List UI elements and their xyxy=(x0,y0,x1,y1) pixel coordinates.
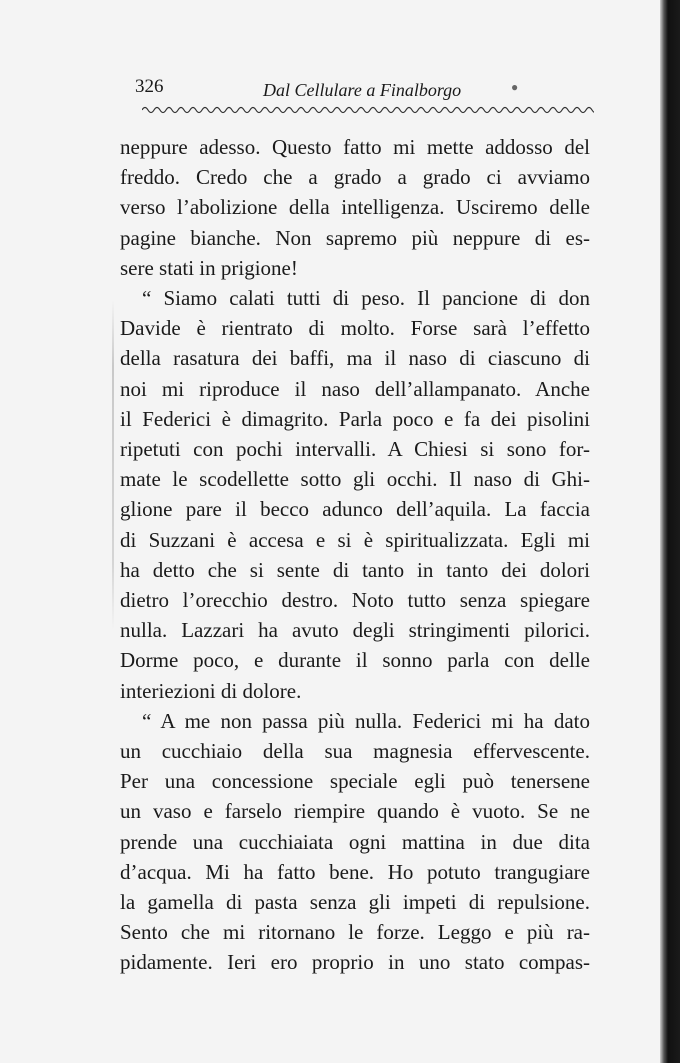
text-line: noi mi riproduce il naso dell’allampanato. Anche xyxy=(120,376,590,401)
margin-pencil-mark xyxy=(112,300,114,630)
text-line: Per una concessione speciale egli può tenersene xyxy=(120,769,590,794)
text-line: ripetuti con pochi intervalli. A Chiesi si sono for- xyxy=(120,437,590,462)
running-title: Dal Cellulare a Finalborgo xyxy=(263,80,462,100)
wavy-rule xyxy=(142,104,594,116)
text-line: il Federici è dimagrito. Parla poco e fa dei pisolini xyxy=(120,406,590,431)
text-line: di Suzzani è accesa e si è spiritualizzata. Egli mi xyxy=(120,527,590,552)
text-line: pidamente. Ieri ero proprio in uno stato compas- xyxy=(120,950,590,975)
page-header xyxy=(135,72,595,102)
text-line: nulla. Lazzari ha avuto degli stringimenti pilorici. xyxy=(120,618,590,643)
text-line: Sento che mi ritornano le forze. Leggo e più ra- xyxy=(120,920,590,945)
text-line: un cucchiaio della sua magnesia effervescente. xyxy=(120,739,590,764)
page-number: 326 xyxy=(135,76,164,97)
text-line: interiezioni di dolore. xyxy=(120,678,302,703)
text-line: Davide è rientrato di molto. Forse sarà l’effetto xyxy=(120,316,590,341)
paragraph-start: “ Siamo calati tutti di peso. Il pancione di don xyxy=(142,286,590,311)
header-ornament: ● xyxy=(511,80,519,94)
text-line: la gamella di pasta senza gli impeti di repulsione. xyxy=(120,890,590,915)
text-line: verso l’abolizione della intelligenza. Usciremo delle xyxy=(120,195,590,220)
text-line: un vaso e farselo riempire quando è vuoto. Se ne xyxy=(120,799,590,824)
text-line: neppure adesso. Questo fatto mi mette addosso del xyxy=(120,135,590,159)
book-spine-shadow xyxy=(660,0,680,1063)
text-line: pagine bianche. Non sapremo più neppure di es- xyxy=(120,225,590,250)
text-line: freddo. Credo che a grado a grado ci avviamo xyxy=(120,165,590,190)
text-line: d’acqua. Mi ha fatto bene. Ho potuto trangugiare xyxy=(120,859,590,884)
paragraph-start: “ A me non passa più nulla. Federici mi ha dato xyxy=(142,708,590,733)
text-line: dietro l’orecchio destro. Noto tutto senza spiegare xyxy=(120,588,590,613)
text-line: mate le scodellette sotto gli occhi. Il naso di Ghi- xyxy=(120,467,590,492)
text-line: sere stati in prigione! xyxy=(120,255,298,280)
body-text xyxy=(120,132,590,978)
text-line: della rasatura dei baffi, ma il naso di ciascuno di xyxy=(120,346,590,371)
text-line: ha detto che si sente di tanto in tanto dei dolori xyxy=(120,557,590,582)
text-line: glione pare il becco adunco dell’aquila. La faccia xyxy=(120,497,590,522)
text-line: Dorme poco, e durante il sonno parla con delle xyxy=(120,648,590,673)
text-line: prende una cucchiaiata ogni mattina in due dita xyxy=(120,829,590,854)
